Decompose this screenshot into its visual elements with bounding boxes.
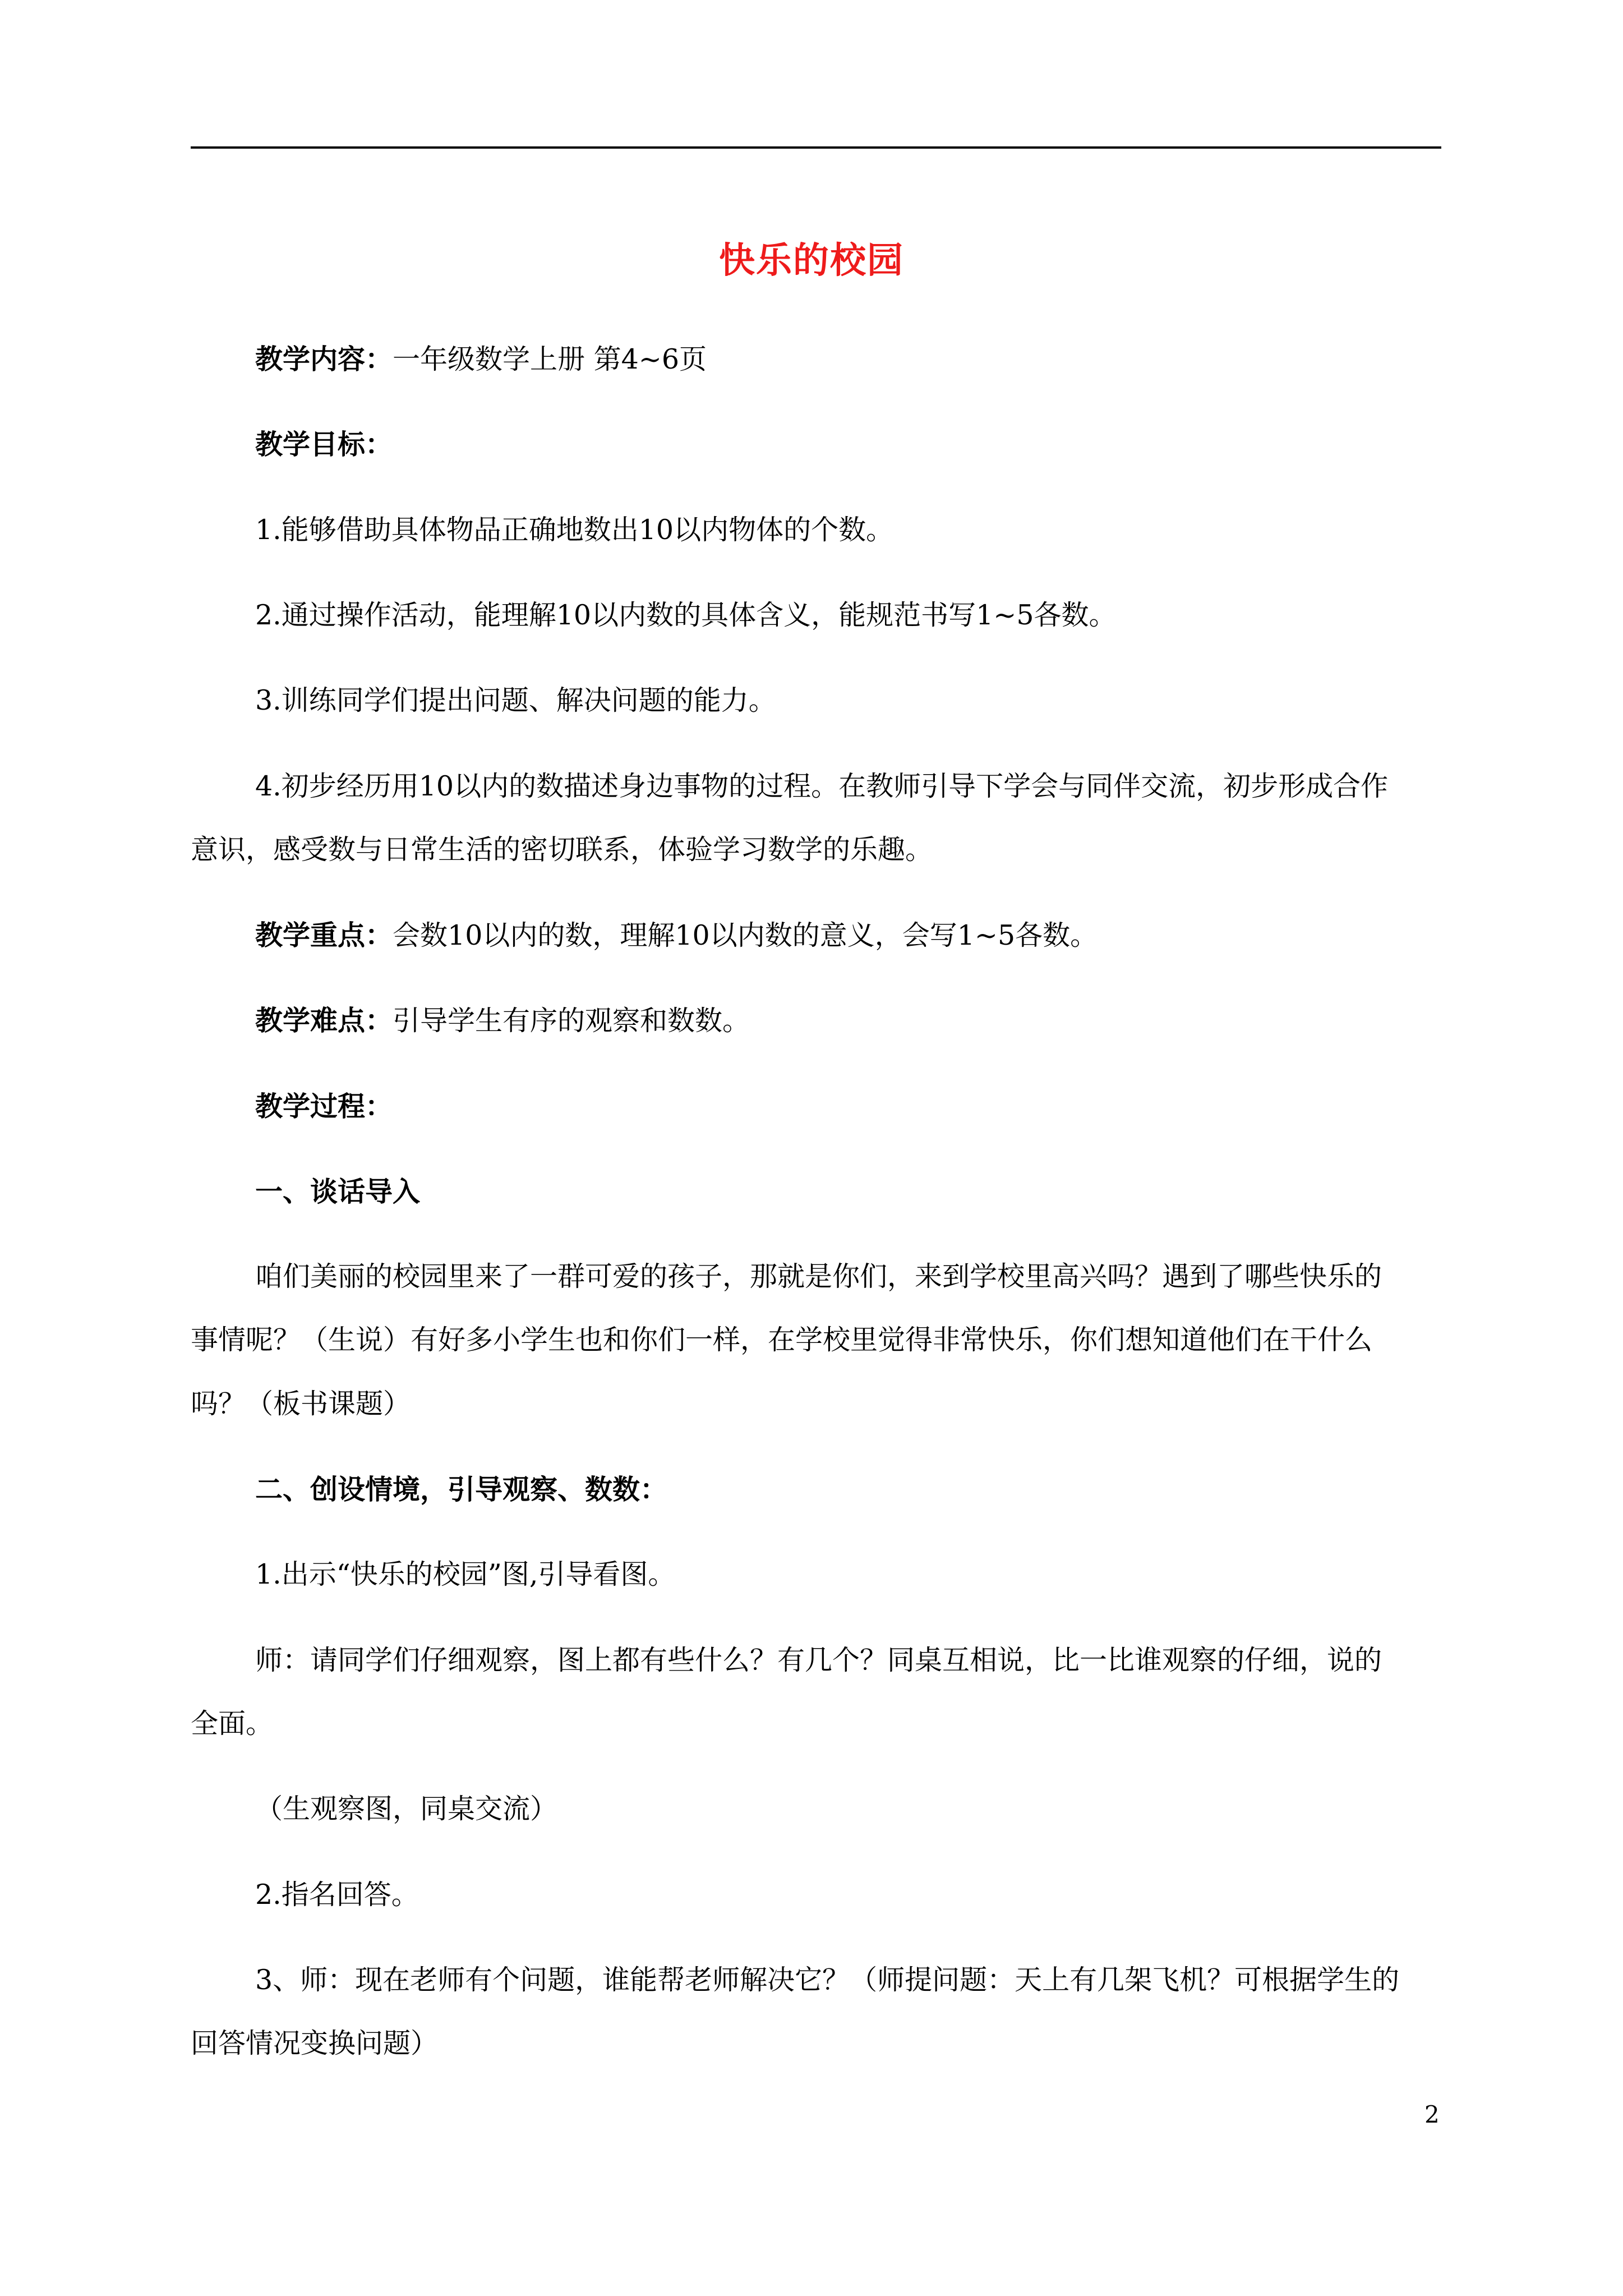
goal-4-line-1: 4.初步经历用10以内的数描述身边事物的过程。在教师引导下学会与同伴交流，初步形成合作 [255, 770, 1389, 802]
step-3-line-1: 3、师：现在老师有个问题，谁能帮老师解决它？（师提问题：天上有几架飞机？可根据学生的 [255, 1964, 1400, 1996]
difficulty-value: 引导学生有序的观察和数数。 [393, 1005, 750, 1037]
goal-4-line-2: 意识，感受数与日常生活的密切联系，体验学习数学的乐趣。 [191, 834, 933, 866]
page-number: 2 [1424, 2101, 1440, 2128]
goal-1: 1.能够借助具体物品正确地数出10以内物体的个数。 [255, 514, 894, 546]
key-points [255, 918, 1438, 953]
teacher-question-line-2: 全面。 [191, 1708, 274, 1740]
goal-2: 2.通过操作活动，能理解10以内数的具体含义，能规范书写1~5各数。 [255, 599, 1117, 631]
step-2: 2.指名回答。 [255, 1879, 419, 1911]
step-3-line-2: 回答情况变换问题） [191, 2027, 439, 2059]
section-2-heading: 二、创设情境，引导观察、数数： [255, 1473, 668, 1506]
key-points-value: 会数10以内的数，理解10以内数的意义，会写1~5各数。 [393, 919, 1098, 951]
teaching-content-value: 一年级数学上册 第4~6页 [393, 343, 707, 375]
section-1-heading: 一、谈话导入 [255, 1175, 421, 1208]
teaching-content [255, 342, 1438, 376]
header-rule [191, 146, 1441, 149]
goal-3: 3.训练同学们提出问题、解决问题的能力。 [255, 684, 776, 716]
process-heading: 教学过程： [255, 1090, 393, 1122]
key-points-label: 教学重点： [255, 919, 393, 951]
section-1-line-1: 咱们美丽的校园里来了一群可爱的孩子，那就是你们，来到学校里高兴吗？遇到了哪些快乐的 [255, 1260, 1382, 1292]
difficulty-label: 教学难点： [255, 1004, 393, 1037]
difficulty-points [255, 1004, 1438, 1038]
section-1-line-2: 事情呢？（生说）有好多小学生也和你们一样，在学校里觉得非常快乐，你们想知道他们在干什么 [191, 1324, 1373, 1356]
teaching-content-label: 教学内容： [255, 343, 393, 375]
student-observe: （生观察图，同桌交流） [255, 1793, 558, 1825]
section-1-line-3: 吗？（板书课题） [191, 1388, 411, 1420]
step-1: 1.出示“快乐的校园”图,引导看图。 [255, 1558, 676, 1590]
page-title: 快乐的校园 [719, 240, 904, 282]
teacher-question-line-1: 师：请同学们仔细观察，图上都有些什么？有几个？同桌互相说，比一比谁观察的仔细，说的 [255, 1644, 1382, 1676]
goals-heading: 教学目标： [255, 428, 393, 461]
